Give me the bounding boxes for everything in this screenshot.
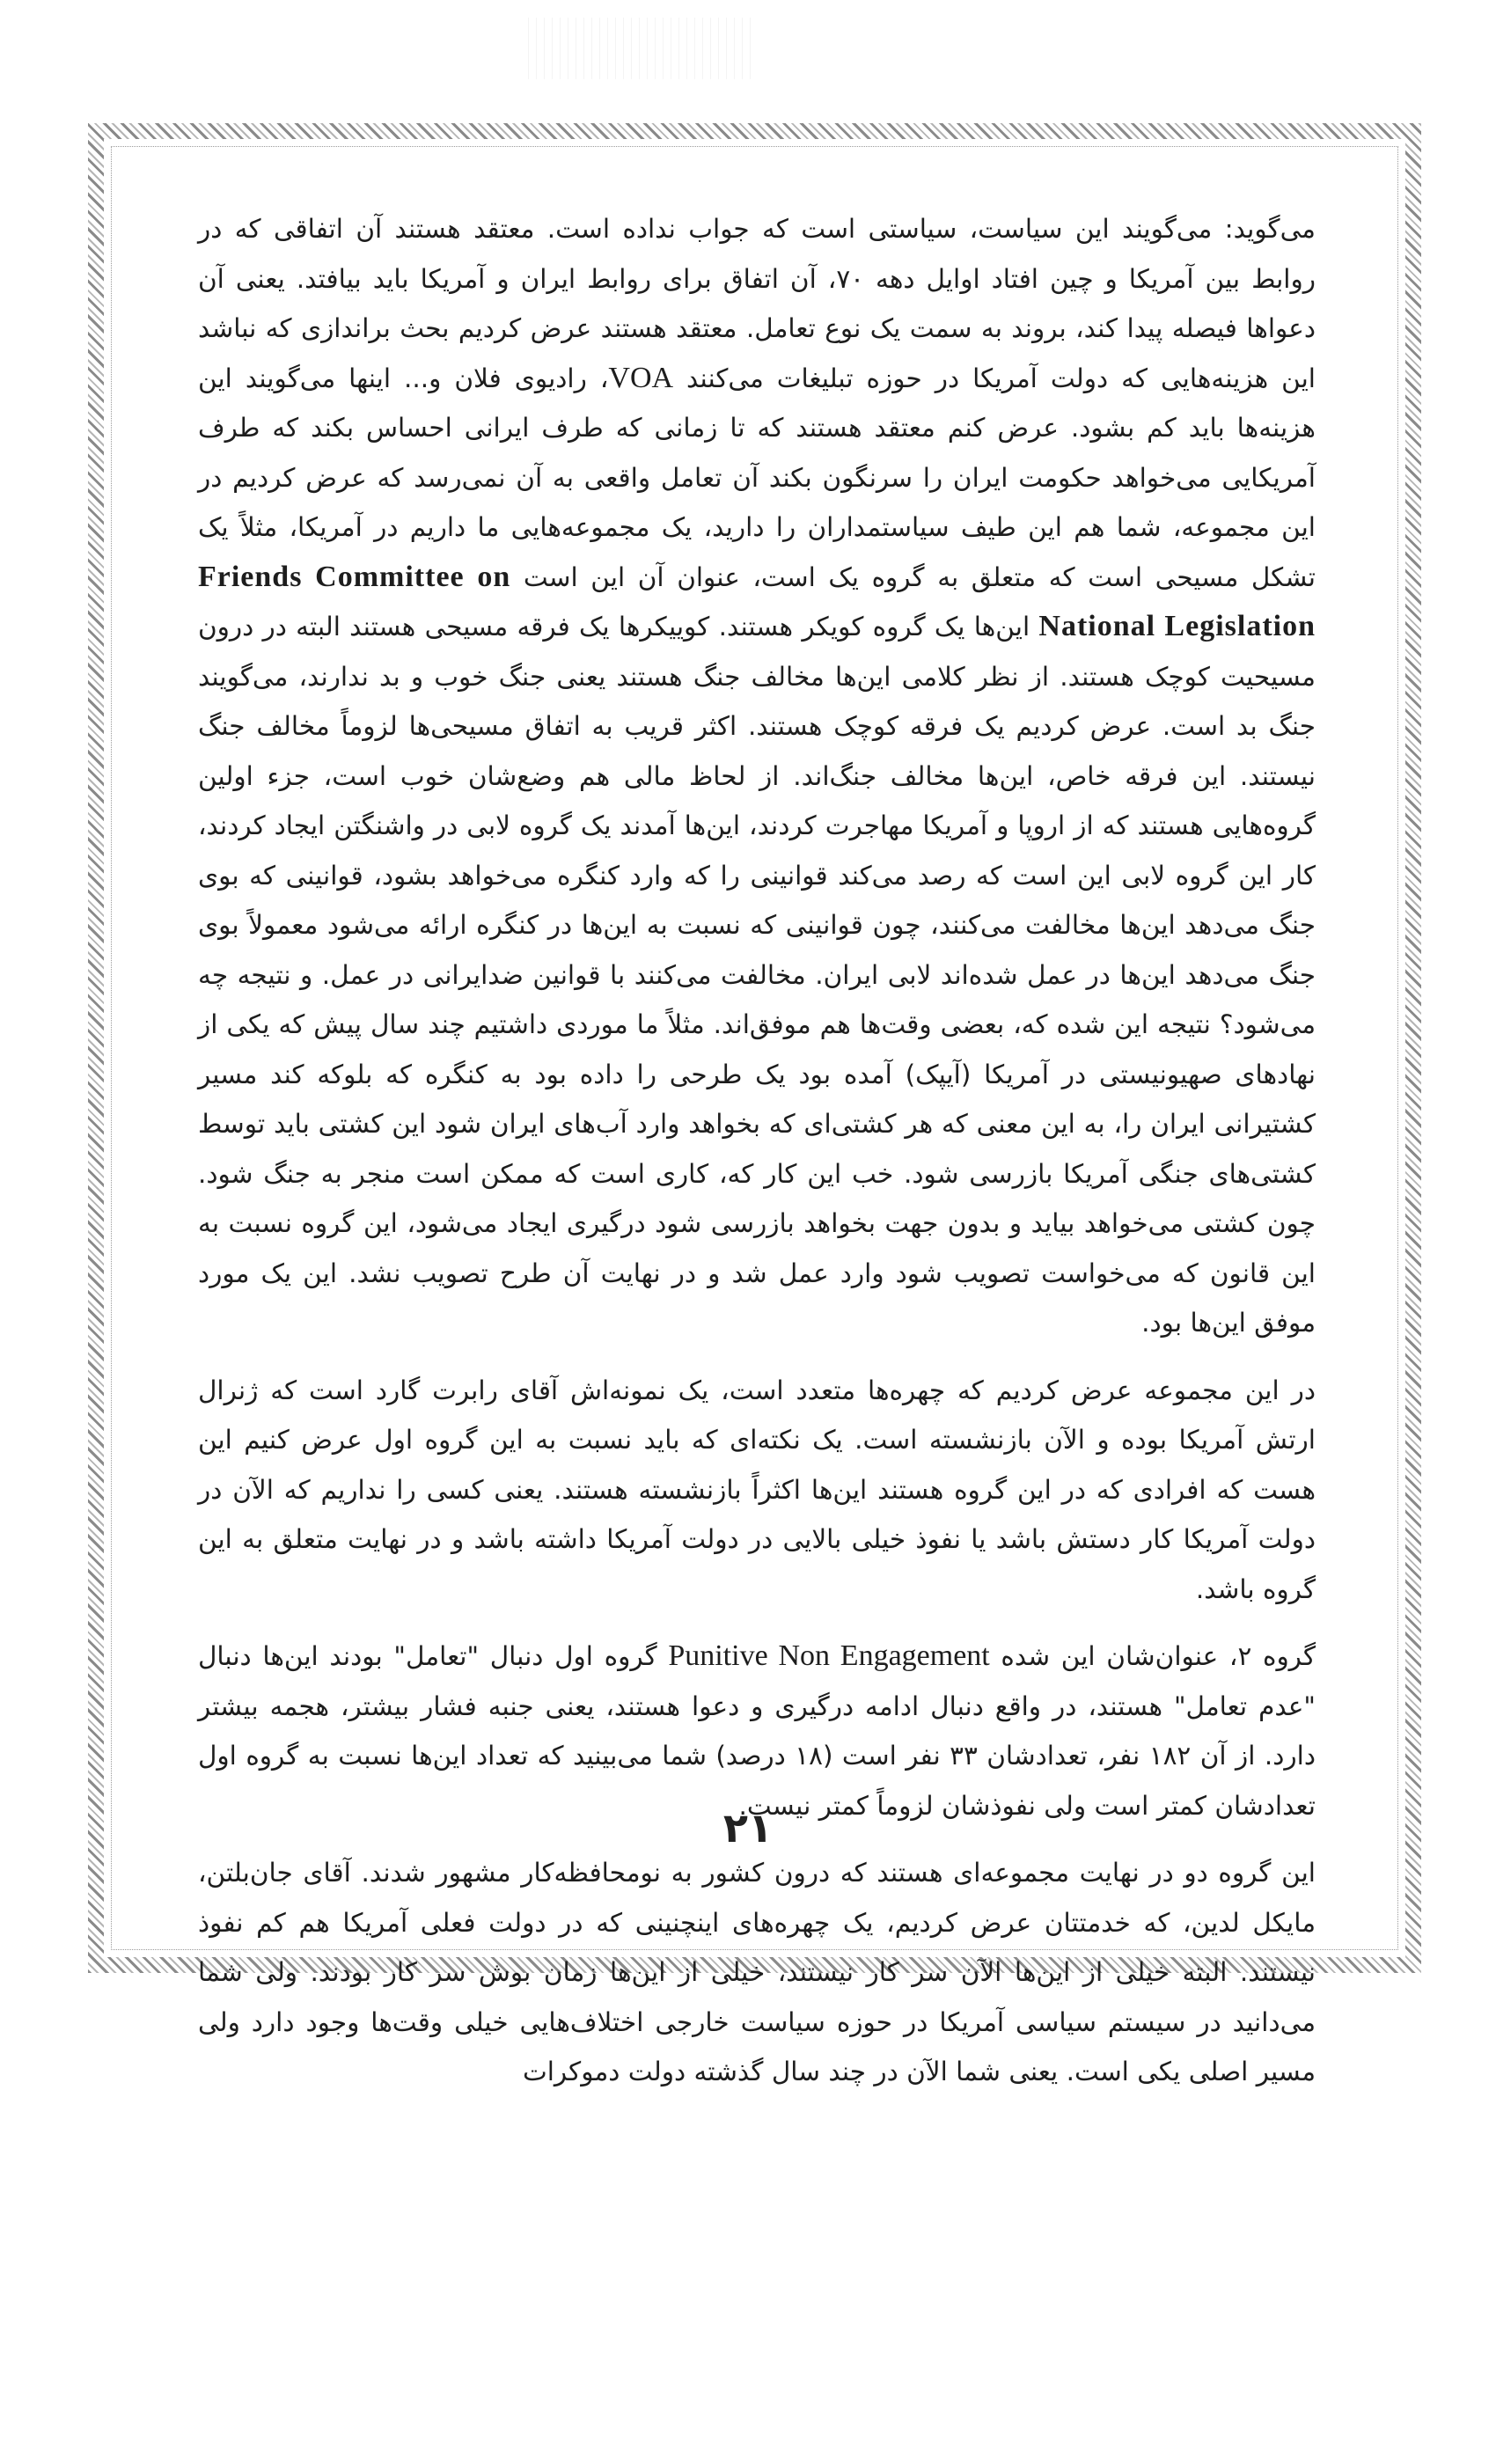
paragraph-1 [198, 204, 1316, 1348]
text-segment: این گروه دو در نهایت مجموعه‌ای هستند که درون کشور به نومحافظه‌کار مشهور شدند. آقای جان‌بلتن، مایکل لدین، که خدمتتان عرض کردیم، یک چهره‌های اینچنینی که در دولت فعلی آمریکا هم کم نفوذ نیستند. البته خیلی از این‌ها الآن سر کار نیستند، خیلی از این‌ها زمان بوش سر کار بودند. ولی شما می‌دانید در سیستم سیاسی آمریکا در حوزه سیاست خارجی اختلاف‌هایی خیلی وقت‌ها وجود دارد ولی مسیر اصلی یکی است. یعنی شما الآن در چند سال گذشته دولت دموکرات [198, 1858, 1316, 2086]
organization-name: Friends Committee on National Legislation [198, 560, 1316, 642]
text-segment: این‌ها یک گروه کویکر هستند. کوییکرها یک فرقه مسیحی هستند البته در درون مسیحیت کوچک هستند. از نظر کلامی این‌ها مخالف جنگ هستند یعنی جنگ خوب و بد ندارند، می‌گویند جنگ بد است. عرض کردیم یک فرقه کوچک هستند. اکثر قریب به اتفاق مسیحی‌ها لزوماً مخالف جنگ نیستند. این فرقه خاص، این‌ها مخالف جنگ‌اند. از لحاظ مالی هم وضع‌شان خوب است، جزء اولین گروه‌هایی هستند که از اروپا و آمریکا مهاجرت کردند، این‌ها آمدند یک گروه لابی در واشنگتن ایجاد کردند، کار این گروه لابی این است که رصد می‌کند قوانینی را که وارد کنگره می‌خواهد بشود، قوانینی که بوی جنگ می‌دهد این‌ها مخالفت می‌کنند، چون قوانینی که نسبت به این‌ها در کنگره ارائه می‌شود معمولاً بوی جنگ می‌دهد این‌ها در عمل شده‌اند لابی ایران. مخالفت می‌کنند با قوانین ضدایرانی در عمل. و نتیجه چه می‌شود؟ نتیجه این شده که، بعضی وقت‌ها هم موفق‌اند. مثلاً ما موردی داشتیم چند سال پیش که یکی از نهادهای صهیونیستی در آمریکا (آیپک) آمده بود یک طرحی را داده بود به کنگره که بلوکه کند مسیر کشتیرانی ایران را، به این معنی که هر کشتی‌ای که بخواهد وارد آب‌های ایران شود این کشتی باید توسط کشتی‌های جنگی آمریکا بازرسی شود. خب این کار که، کاری است که ممکن است منجر به جنگ شود. چون کشتی می‌خواهد بیاید و بدون جهت بخواهد بازرسی شود درگیری ایجاد می‌شود، این گروه نسبت به این قانون که می‌خواست تصویب شود وارد عمل شد و در نهایت آن طرح تصویب نشد. این یک مورد موفق این‌ها بود. [198, 612, 1316, 1338]
page-number: ۲۱ [722, 1804, 774, 1852]
latin-term: Punitive Non Engagement [668, 1639, 990, 1672]
text-segment: می‌گوید: می‌گویند این سیاست، سیاستی است که جواب نداده است. معتقد هستند آن اتفاقی که در روابط بین آمریکا و چین افتاد اوایل دهه ۷۰، آن اتفاق برای روابط ایران و آمریکا باید بیافتد. یعنی آن دعواها فیصله پیدا کند، بروند به سمت یک نوع تعامل. معتقد هستند عرض کردیم بحث براندازی که نباشد این هزینه‌هایی که دولت آمریکا در حوزه تبلیغات می‌کنند [198, 214, 1316, 393]
text-segment: ، رادیوی فلان و... اینها می‌گویند این هزینه‌ها باید کم بشود. عرض کنم معتقد هستند که تا زمانی که طرف ایرانی احساس بکند که طرف آمریکایی می‌خواهد حکومت ایران را سرنگون بکند آن تعامل واقعی به آن نمی‌رسد که عرض کردیم در این مجموعه، شما هم این طیف سیاستمداران را دارید، یک مجموعه‌هایی ما داریم در آمریکا، مثلاً یک تشکل مسیحی است که متعلق به گروه یک است، عنوان آن این است [198, 363, 1316, 592]
text-segment: گروه ۲، عنوان‌شان این شده [989, 1641, 1316, 1671]
paragraph-4 [198, 1848, 1316, 2097]
latin-term: VOA [608, 361, 674, 394]
scan-artifact [528, 18, 757, 79]
paragraph-3 [198, 1632, 1316, 1830]
text-segment: در این مجموعه عرض کردیم که چهره‌ها متعدد است، یک نمونه‌اش آقای رابرت گارد است که ژنرال ارتش آمریکا بوده و الآن بازنشسته است. یک نکته‌ای که باید نسبت به این گروه اول عرض کنیم این هست که افرادی که در این گروه هستند این‌ها اکثراً بازنشسته هستند. یعنی کسی را نداریم که الآن در دولت آمریکا کار دستش باشد یا نفوذ خیلی بالایی در دولت آمریکا داشته باشد و در نهایت متعلق به این گروه باشد. [198, 1375, 1316, 1604]
text-segment: گروه اول دنبال "تعامل" بودند این‌ها دنبال "عدم تعامل" هستند، در واقع دنبال ادامه درگیری و دعوا هستند، یعنی جنبه فشار بیشتر، هجمه بیشتر دارد. از آن ۱۸۲ نفر، تعدادشان ۳۳ نفر است (۱۸ درصد) شما می‌بینید که تعداد این‌ها نسبت به گروه اول تعدادشان کمتر است ولی نفوذشان لزوماً کمتر نیست. [198, 1641, 1316, 1821]
paragraph-2 [198, 1366, 1316, 1615]
